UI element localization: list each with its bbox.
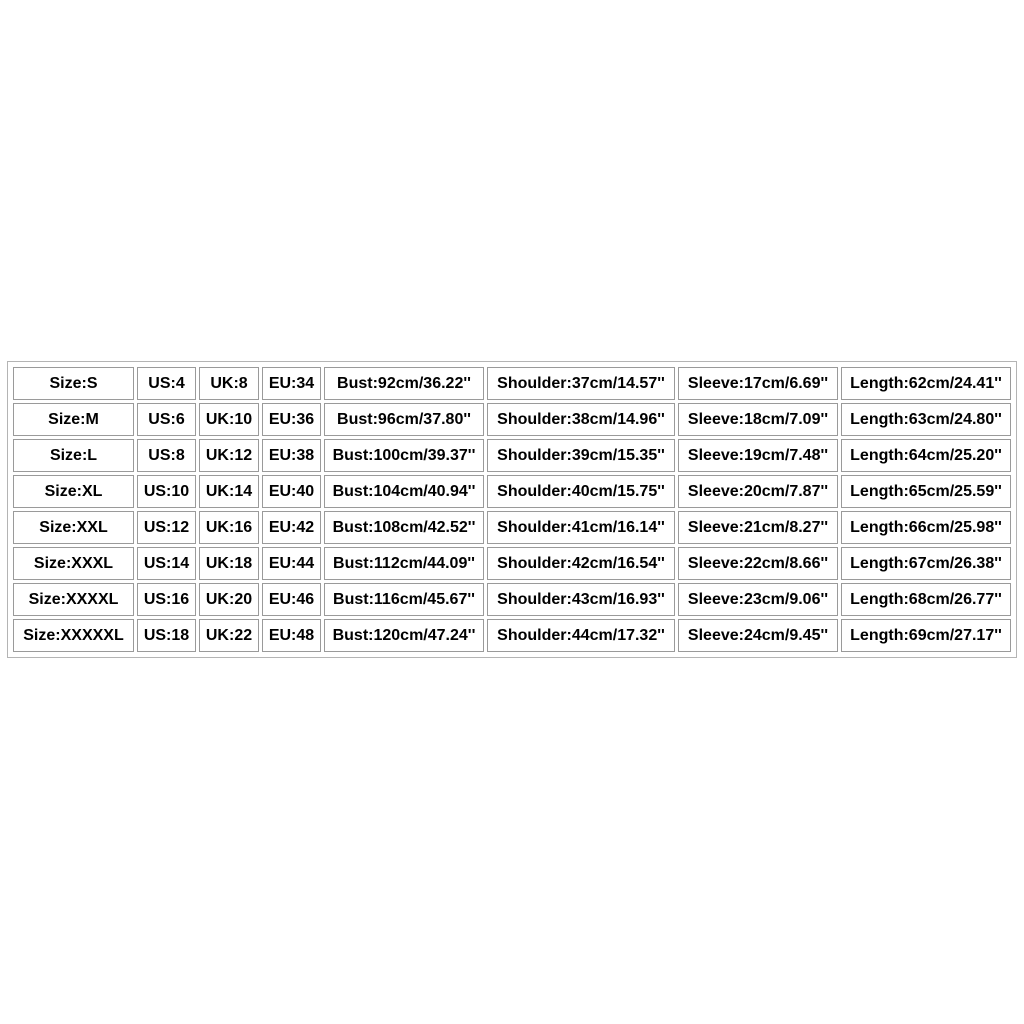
table-row: [13, 367, 1011, 400]
cell-bust: Bust:92cm/36.22'': [324, 367, 484, 400]
cell-length: Length:67cm/26.38'': [841, 547, 1011, 580]
cell-length: Length:63cm/24.80'': [841, 403, 1011, 436]
cell-size: Size:L: [13, 439, 134, 472]
cell-us-size: US:8: [137, 439, 196, 472]
table-row: [13, 547, 1011, 580]
cell-us-size: US:4: [137, 367, 196, 400]
cell-bust: Bust:112cm/44.09'': [324, 547, 484, 580]
cell-uk-size: UK:20: [199, 583, 259, 616]
cell-shoulder: Shoulder:38cm/14.96'': [487, 403, 675, 436]
cell-uk-size: UK:16: [199, 511, 259, 544]
cell-shoulder: Shoulder:40cm/15.75'': [487, 475, 675, 508]
cell-size: Size:XXXL: [13, 547, 134, 580]
cell-length: Length:64cm/25.20'': [841, 439, 1011, 472]
size-table-body: [13, 367, 1011, 652]
cell-bust: Bust:96cm/37.80'': [324, 403, 484, 436]
cell-us-size: US:14: [137, 547, 196, 580]
cell-sleeve: Sleeve:22cm/8.66'': [678, 547, 838, 580]
cell-length: Length:68cm/26.77'': [841, 583, 1011, 616]
cell-size: Size:XL: [13, 475, 134, 508]
cell-sleeve: Sleeve:23cm/9.06'': [678, 583, 838, 616]
cell-shoulder: Shoulder:42cm/16.54'': [487, 547, 675, 580]
cell-size: Size:S: [13, 367, 134, 400]
cell-us-size: US:10: [137, 475, 196, 508]
table-row: [13, 511, 1011, 544]
cell-eu-size: EU:38: [262, 439, 321, 472]
cell-shoulder: Shoulder:41cm/16.14'': [487, 511, 675, 544]
cell-sleeve: Sleeve:24cm/9.45'': [678, 619, 838, 652]
cell-length: Length:65cm/25.59'': [841, 475, 1011, 508]
cell-shoulder: Shoulder:44cm/17.32'': [487, 619, 675, 652]
cell-uk-size: UK:22: [199, 619, 259, 652]
cell-eu-size: EU:36: [262, 403, 321, 436]
cell-sleeve: Sleeve:18cm/7.09'': [678, 403, 838, 436]
cell-bust: Bust:120cm/47.24'': [324, 619, 484, 652]
cell-sleeve: Sleeve:17cm/6.69'': [678, 367, 838, 400]
cell-size: Size:XXXXL: [13, 583, 134, 616]
table-row: [13, 439, 1011, 472]
cell-uk-size: UK:12: [199, 439, 259, 472]
cell-us-size: US:18: [137, 619, 196, 652]
cell-length: Length:66cm/25.98'': [841, 511, 1011, 544]
cell-uk-size: UK:14: [199, 475, 259, 508]
cell-bust: Bust:108cm/42.52'': [324, 511, 484, 544]
cell-eu-size: EU:46: [262, 583, 321, 616]
cell-bust: Bust:100cm/39.37'': [324, 439, 484, 472]
cell-sleeve: Sleeve:20cm/7.87'': [678, 475, 838, 508]
cell-size: Size:XXL: [13, 511, 134, 544]
table-row: [13, 619, 1011, 652]
cell-size: Size:M: [13, 403, 134, 436]
cell-us-size: US:6: [137, 403, 196, 436]
cell-bust: Bust:116cm/45.67'': [324, 583, 484, 616]
table-row: [13, 403, 1011, 436]
cell-us-size: US:12: [137, 511, 196, 544]
cell-length: Length:69cm/27.17'': [841, 619, 1011, 652]
cell-uk-size: UK:8: [199, 367, 259, 400]
cell-sleeve: Sleeve:21cm/8.27'': [678, 511, 838, 544]
cell-eu-size: EU:40: [262, 475, 321, 508]
cell-us-size: US:16: [137, 583, 196, 616]
cell-eu-size: EU:42: [262, 511, 321, 544]
cell-uk-size: UK:18: [199, 547, 259, 580]
cell-sleeve: Sleeve:19cm/7.48'': [678, 439, 838, 472]
table-row: [13, 475, 1011, 508]
cell-eu-size: EU:34: [262, 367, 321, 400]
size-table: [10, 364, 1014, 655]
cell-bust: Bust:104cm/40.94'': [324, 475, 484, 508]
cell-shoulder: Shoulder:43cm/16.93'': [487, 583, 675, 616]
cell-shoulder: Shoulder:39cm/15.35'': [487, 439, 675, 472]
table-row: [13, 583, 1011, 616]
cell-length: Length:62cm/24.41'': [841, 367, 1011, 400]
cell-uk-size: UK:10: [199, 403, 259, 436]
cell-shoulder: Shoulder:37cm/14.57'': [487, 367, 675, 400]
cell-eu-size: EU:48: [262, 619, 321, 652]
size-chart: [7, 361, 1017, 658]
cell-size: Size:XXXXXL: [13, 619, 134, 652]
cell-eu-size: EU:44: [262, 547, 321, 580]
